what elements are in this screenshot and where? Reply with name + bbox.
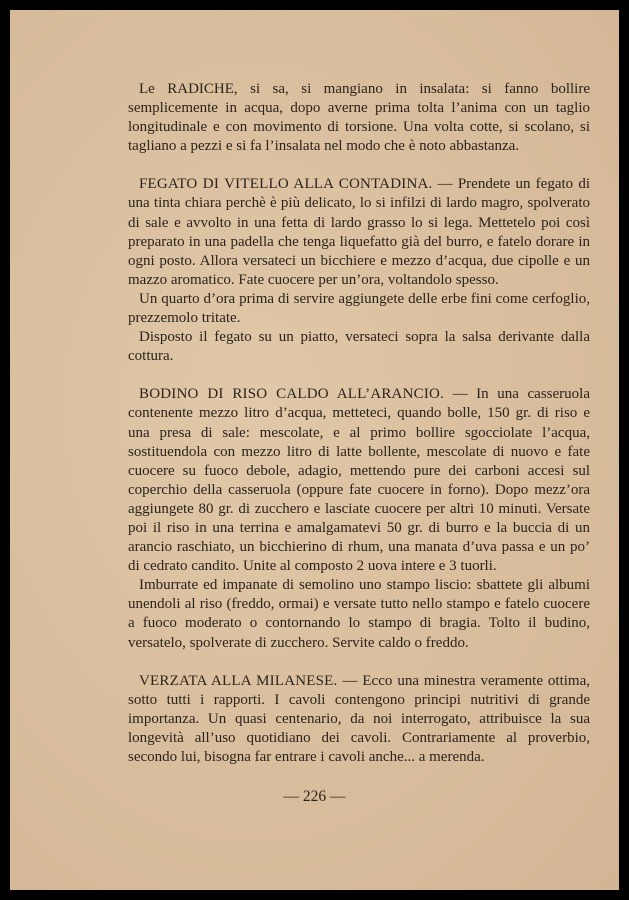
section-fegato — [128, 175, 590, 366]
section-verzata — [128, 672, 590, 767]
fegato-intro: — Prendete un fegato di una tinta chiara perchè è più delicato, lo si infilzi di lardo magro, spolverato di sale e avvolto in una fetta di lardo grasso lo si lega. Mettetelo poi così preparato in una padella che tenga liquefatto già del burro, e fatelo dorare in ogni posto. Allora versateci un bicchiere e mezzo d’acqua, due cipolle e un mazzo aromatico. Fate cuocere per un’ora, voltandolo spesso. — [128, 176, 591, 288]
bodino-intro: — In una casseruola contenente mezzo litro d’acqua, metteteci, quando bolle, 150 gr. di riso e una presa di sale: mescolate, e al primo bollire sgocciolate l’acqua, sostituendola con mezzo litro di latte bollente, mescolate di nuovo e fate cuocere su fuoco debole, adagio, mettendo pure dei carboni accesi sul coperchio della casseruola (oppure fate cuocere in forno). Dopo mezz’ora aggiungete 80 gr. di zucchero e lasciate cuocere per altri 10 minuti. Versate poi il riso in una terrina e amalgamatevi 50 gr. di burro e la buccia di un arancio raschiato, un bicchierino di rhum, una manata d’uva passa e un po’ di cedrato candito. Unite al composto 2 uova intere e 3 tuorli. — [128, 386, 590, 575]
page-number: — 226 — — [283, 788, 346, 805]
bodino-title: BODINO DI RISO CALDO ALL’ARANCIO. — [139, 386, 444, 403]
fegato-paragraph — [128, 175, 590, 290]
book-page — [10, 10, 619, 890]
bodino-paragraph — [128, 385, 590, 576]
page-body — [128, 80, 590, 767]
fegato-paragraph-2: Un quarto d’ora prima di servire aggiungete delle erbe fini come cerfoglio, prezzemolo tritate. — [128, 290, 590, 327]
fegato-title: FEGATO DI VITELLO ALLA CONTADINA. — [139, 176, 433, 193]
radiche-paragraph: Le RADICHE, si sa, si mangiano in insalata: si fanno bollire semplicemente in acqua, dopo averne prima tolta l’anima con un taglio longitudinale e con movimento di torsione. Una volta cotte, si scolano, si tagliano a pezzi e si fa l’insalata nel modo che è noto abbastanza. — [128, 81, 590, 155]
verzata-title: VERZATA ALLA MILANESE. — [139, 672, 338, 689]
verzata-paragraph — [128, 672, 590, 767]
bodino-paragraph-2: Imburrate ed impanate di semolino uno stampo liscio: sbattete gli albumi unendoli al riso (freddo, ormai) e versate tutto nello stampo e fatelo cuocere a fuoco moderato o contornando lo stampo di bragia. Tolto il budino, versatelo, spolverate di zucchero. Servite caldo o freddo. — [128, 577, 590, 651]
section-bodino — [128, 385, 590, 652]
verzata-intro: — Ecco una minestra veramente ottima, sotto tutti i rapporti. I cavoli contengono principi nutritivi di grande importanza. Un quasi centenario, da noi interrogato, attribuisce la sua longevità all’uso quotidiano dei cavoli. Contrariamente al proverbio, secondo lui, bisogna far entrare i cavoli anche... a merenda. — [128, 672, 590, 765]
fegato-paragraph-3: Disposto il fegato su un piatto, versateci sopra la salsa derivante dalla cottura. — [128, 329, 590, 365]
